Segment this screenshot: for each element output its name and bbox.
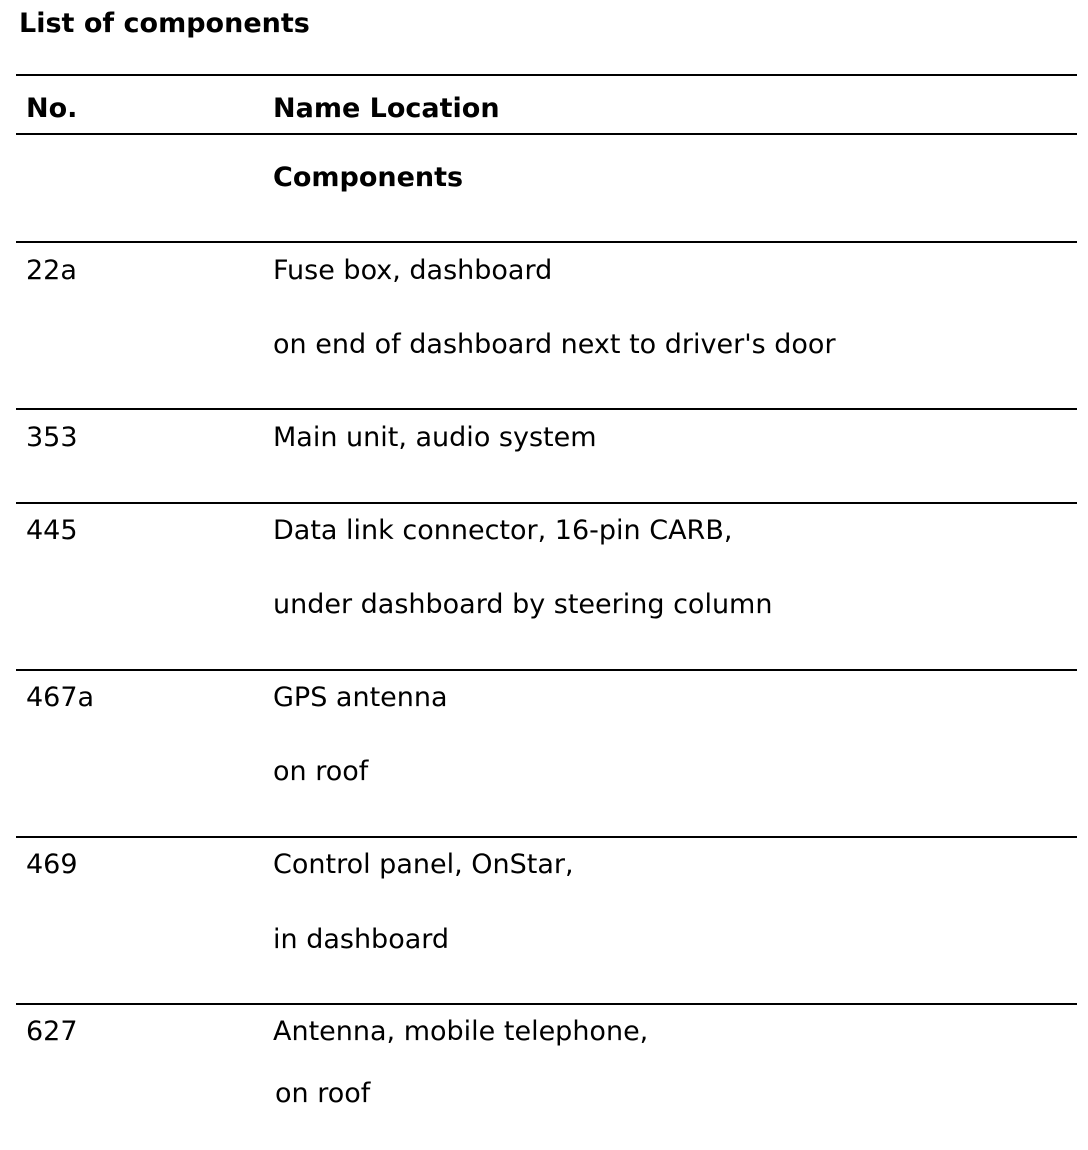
component-location: under dashboard by steering column: [273, 589, 773, 620]
row-number: 22a: [26, 255, 77, 286]
row-divider: [16, 408, 1077, 410]
component-name: Fuse box, dashboard: [273, 255, 553, 286]
page-title: List of components: [19, 8, 310, 39]
header-name-location: Name Location: [273, 93, 500, 124]
component-name: GPS antenna: [273, 682, 448, 713]
header-rule: [16, 133, 1077, 135]
component-location: on roof: [275, 1078, 371, 1109]
row-divider: [16, 669, 1077, 671]
row-number: 627: [26, 1016, 78, 1047]
row-divider: [16, 502, 1077, 504]
row-divider: [16, 1003, 1077, 1005]
row-number: 469: [26, 849, 78, 880]
section-heading-components: Components: [273, 162, 464, 193]
row-divider: [16, 836, 1077, 838]
component-location: in dashboard: [273, 924, 450, 955]
row-number: 445: [26, 515, 78, 546]
component-location: on end of dashboard next to driver's door: [273, 329, 836, 360]
component-name: Main unit, audio system: [273, 422, 597, 453]
component-name: Control panel, OnStar,: [273, 849, 574, 880]
component-name: Antenna, mobile telephone,: [273, 1016, 649, 1047]
component-location: on roof: [273, 756, 369, 787]
header-no: No.: [26, 93, 78, 124]
row-number: 353: [26, 422, 78, 453]
component-name: Data link connector, 16-pin CARB,: [273, 515, 733, 546]
row-divider: [16, 241, 1077, 243]
row-number: 467a: [26, 682, 95, 713]
table-top-rule: [16, 74, 1077, 76]
